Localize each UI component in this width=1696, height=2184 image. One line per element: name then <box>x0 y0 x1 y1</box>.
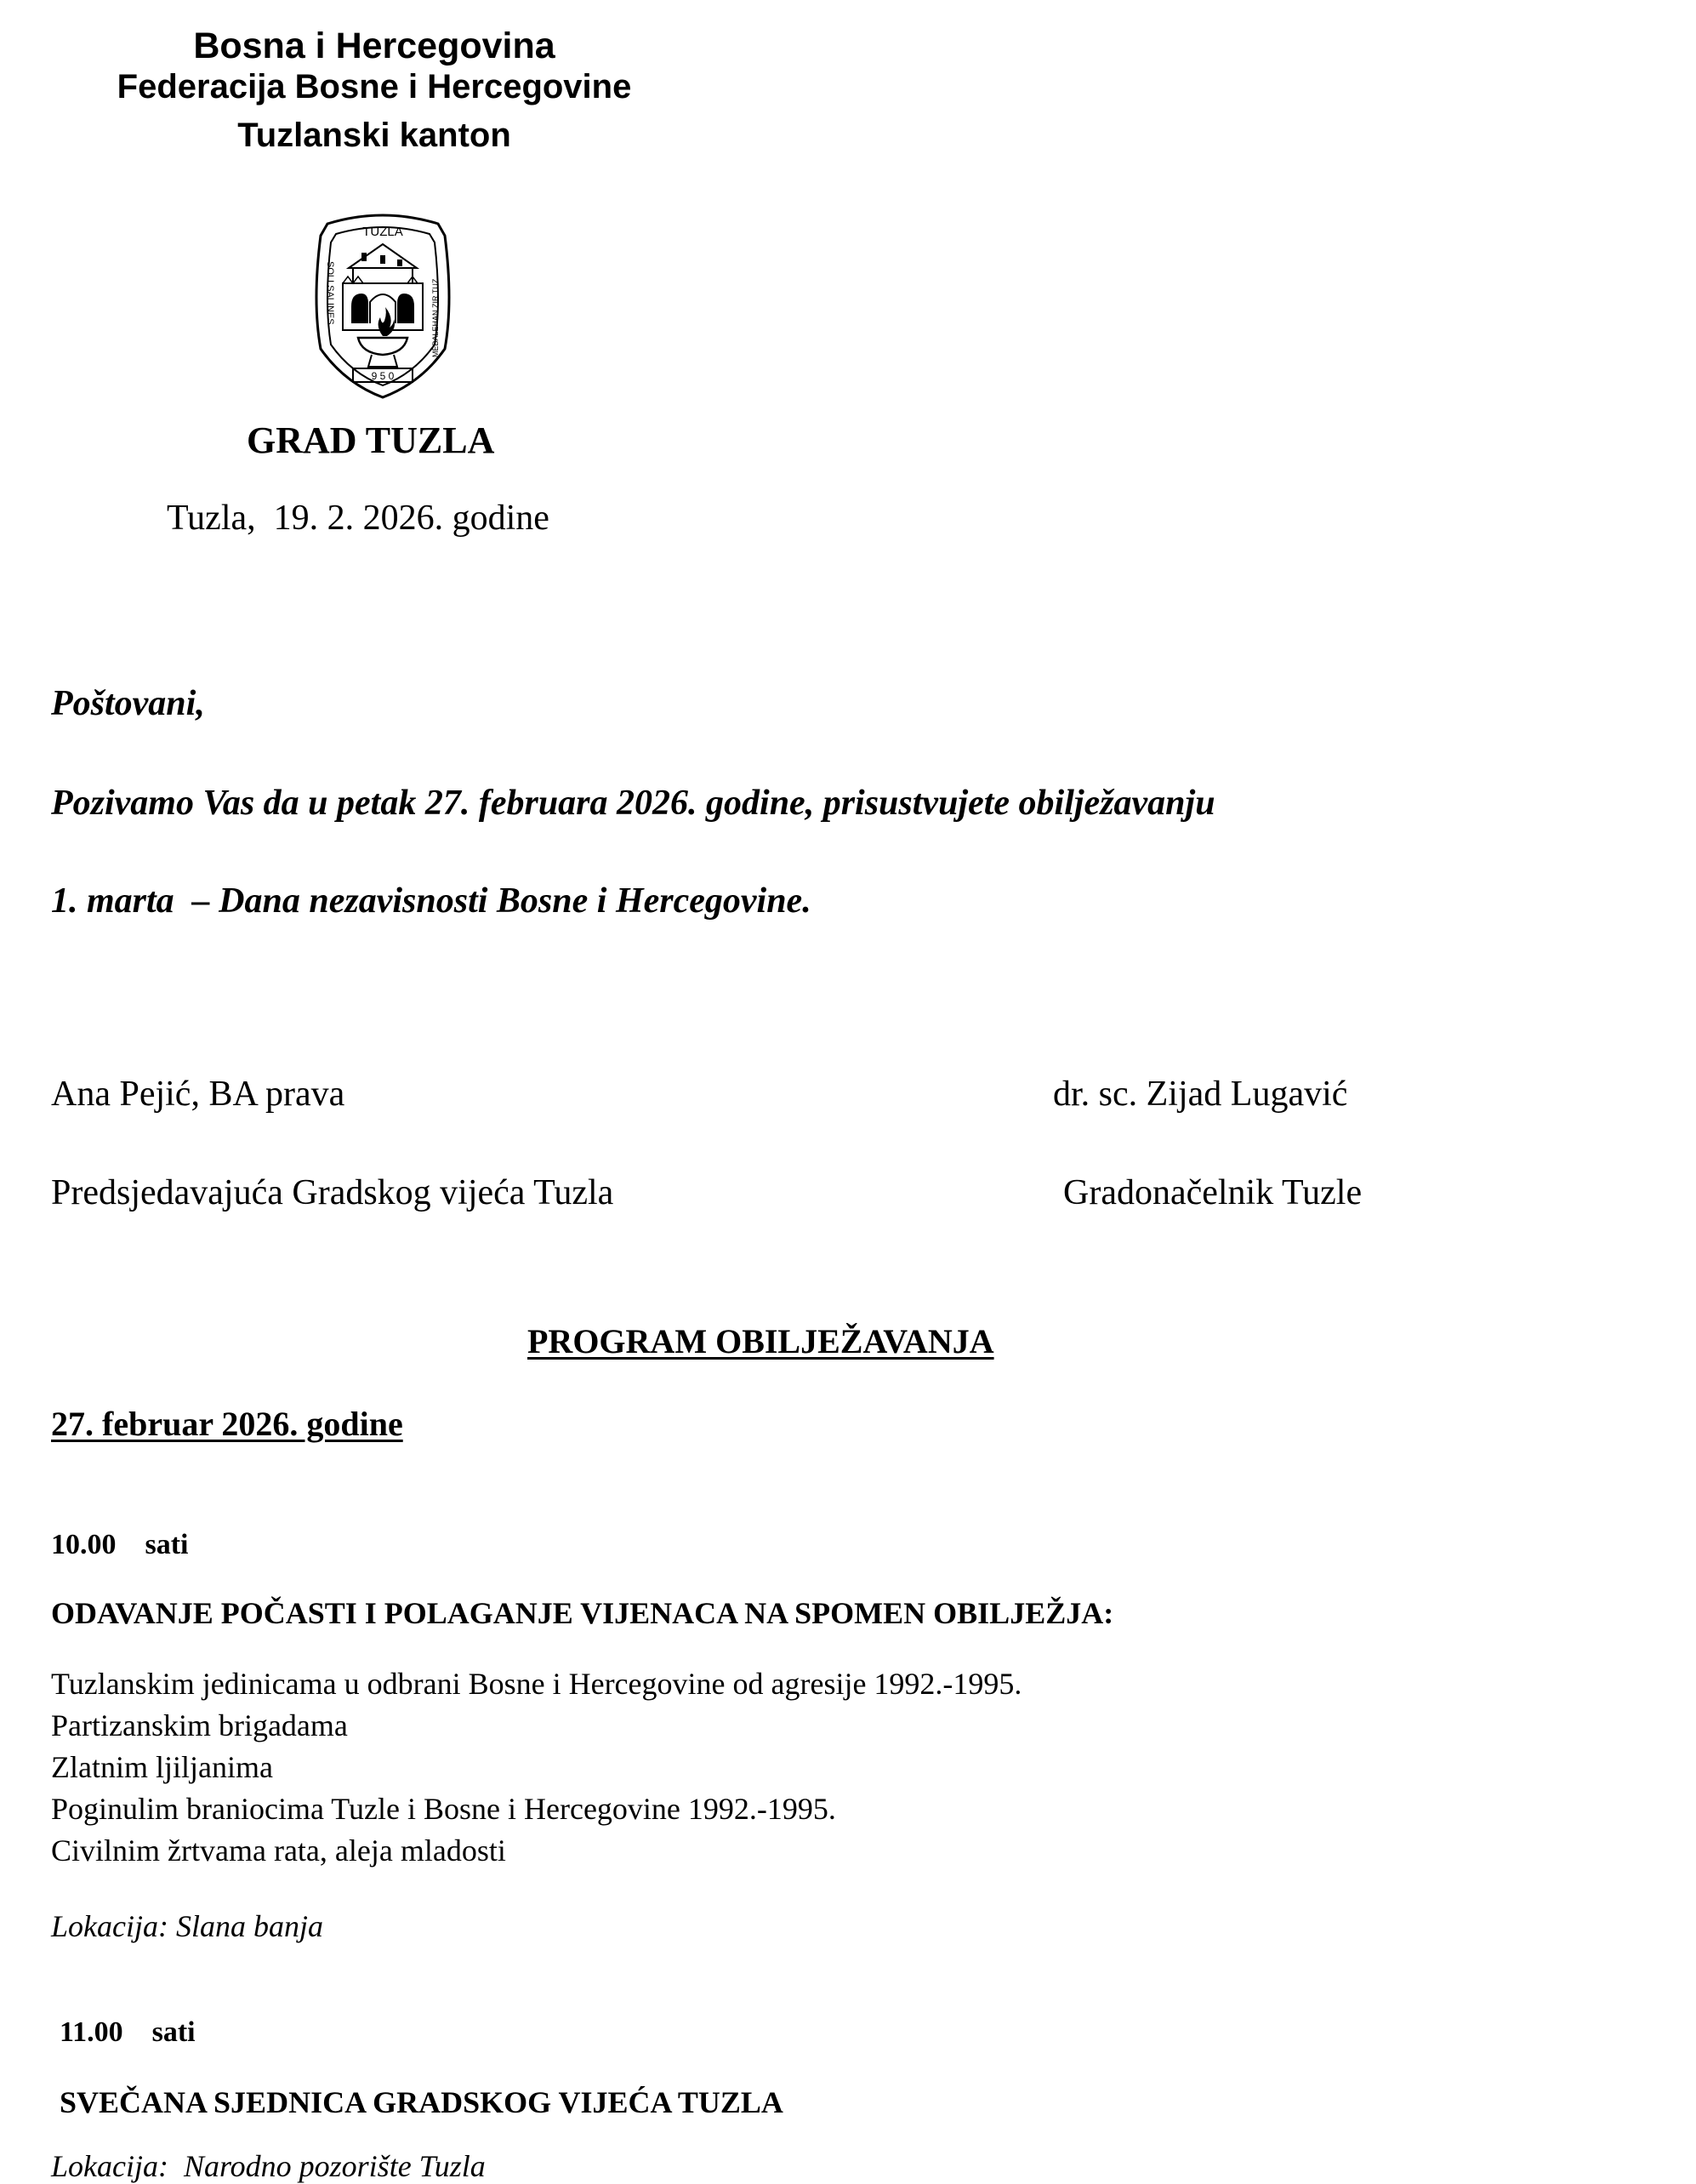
crest-bottom-text: 9 5 0 <box>371 370 395 382</box>
event-1-title: ODAVANJE POČASTI I POLAGANJE VIJENACA NA SPOMEN OBILJEŽJA: <box>51 1596 1114 1630</box>
list-item: Tuzlanskim jedinicama u odbrani Bosne i Hercegovine od agresije 1992.-1995. <box>51 1667 1022 1701</box>
event-2-time <box>60 2016 196 2049</box>
left-signatory-title: Predsjedavajuća Gradskog vijeća Tuzla <box>51 1173 614 1212</box>
crest-top-text: TUZLA <box>362 225 403 239</box>
invitation-line-1: Pozivamo Vas da u petak 27. februara 2026. godine, prisustvujete obilježavanju <box>51 784 1215 823</box>
event-2-time-value: 11.00 <box>60 2016 123 2048</box>
header-entity: Federacija Bosne i Hercegovine <box>117 68 632 105</box>
event-1-list <box>51 1663 1022 1872</box>
header-country: Bosna i Hercegovina <box>193 26 555 66</box>
left-signatory-name: Ana Pejić, BA prava <box>51 1075 345 1114</box>
event-2-title: SVEČANA SJEDNICA GRADSKOG VIJEĆA TUZLA <box>60 2085 783 2119</box>
event-1-time <box>51 1529 189 1561</box>
salutation: Poštovani, <box>51 684 205 723</box>
list-item: Partizanskim brigadama <box>51 1708 348 1742</box>
event-1-time-value: 10.00 <box>51 1529 117 1560</box>
list-item: Zlatnim ljiljanima <box>51 1750 273 1784</box>
header-canton: Tuzlanski kanton <box>237 117 511 154</box>
tuzla-coat-of-arms-icon <box>302 208 464 400</box>
crest-right-text: MEBALEHAN ZIR TUZ <box>431 278 440 357</box>
event-2-time-unit: sati <box>151 2016 196 2048</box>
event-1-time-unit: sati <box>145 1529 189 1560</box>
program-date: 27. februar 2026. godine <box>51 1405 403 1443</box>
right-signatory-name: dr. sc. Zijad Lugavić <box>1053 1075 1348 1114</box>
list-item: Civilnim žrtvama rata, aleja mladosti <box>51 1833 506 1868</box>
crest-left-text: SOLI SALINES <box>325 261 335 325</box>
list-item: Poginulim braniocima Tuzle i Bosne i Hercegovine 1992.-1995. <box>51 1792 836 1826</box>
event-1-location: Lokacija: Slana banja <box>51 1909 323 1943</box>
date-line: Tuzla, 19. 2. 2026. godine <box>167 499 549 538</box>
event-2-location: Lokacija: Narodno pozorište Tuzla <box>51 2149 486 2183</box>
city-title: GRAD TUZLA <box>247 419 495 461</box>
invitation-line-2: 1. marta – Dana nezavisnosti Bosne i Hercegovine. <box>51 881 811 921</box>
program-title: PROGRAM OBILJEŽAVANJA <box>527 1322 994 1360</box>
right-signatory-title: Gradonačelnik Tuzle <box>1063 1173 1363 1212</box>
